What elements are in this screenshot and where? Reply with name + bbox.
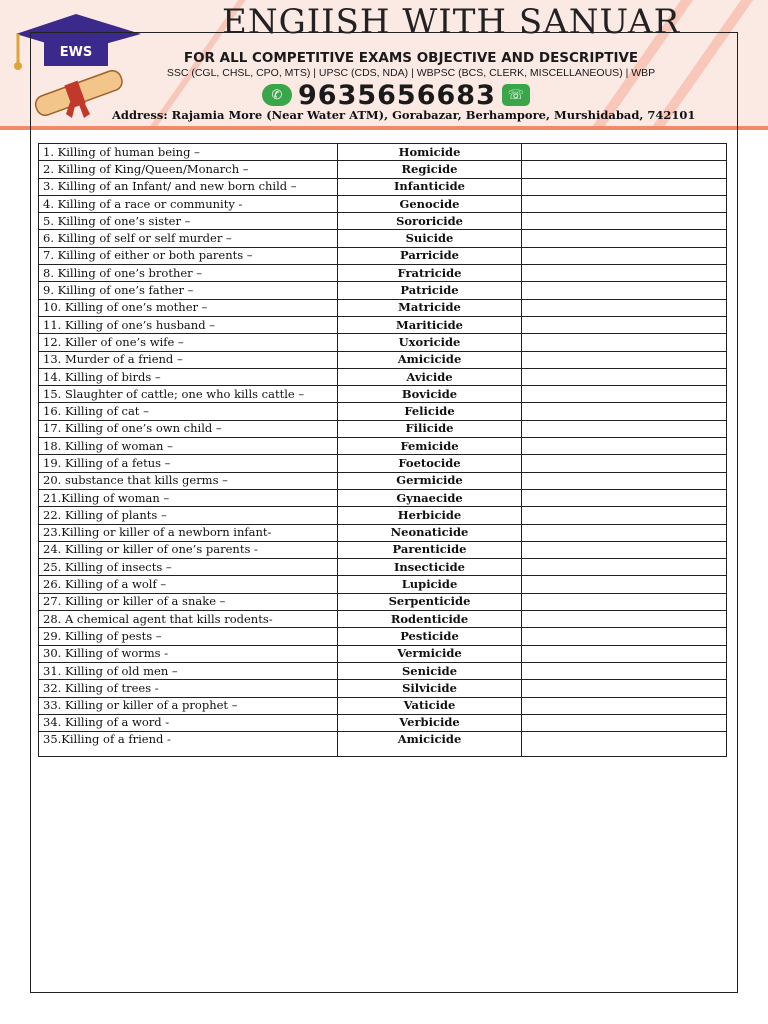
table-row xyxy=(39,265,727,282)
word-cell: Homicide xyxy=(338,144,522,161)
empty-cell xyxy=(522,541,727,558)
definition-cell: 24. Killing or killer of one’s parents - xyxy=(39,541,338,558)
table-row xyxy=(39,576,727,593)
word-cell: Filicide xyxy=(338,420,522,437)
empty-cell xyxy=(522,593,727,610)
table-row xyxy=(39,611,727,628)
empty-cell xyxy=(522,195,727,212)
empty-cell xyxy=(522,662,727,679)
word-cell: Mariticide xyxy=(338,316,522,333)
empty-cell xyxy=(522,559,727,576)
word-cell: Pesticide xyxy=(338,628,522,645)
table-row xyxy=(39,438,727,455)
definition-cell: 4. Killing of a race or community - xyxy=(39,195,338,212)
definition-cell: 10. Killing of one’s mother – xyxy=(39,299,338,316)
word-cell: Matricide xyxy=(338,299,522,316)
word-cell: Suicide xyxy=(338,230,522,247)
table-row xyxy=(39,628,727,645)
word-cell: Serpenticide xyxy=(338,593,522,610)
definition-cell: 6. Killing of self or self murder – xyxy=(39,230,338,247)
empty-cell xyxy=(522,611,727,628)
empty-cell xyxy=(522,645,727,662)
definition-cell: 33. Killing or killer of a prophet – xyxy=(39,697,338,714)
table-row xyxy=(39,230,727,247)
word-cell: Senicide xyxy=(338,662,522,679)
address: Address: Rajamia More (Near Water ATM), Gorabazar, Berhampore, Murshidabad, 742101 xyxy=(112,108,696,122)
phone-icon: ✆ xyxy=(262,84,292,106)
definition-cell: 23.Killing or killer of a newborn infant- xyxy=(39,524,338,541)
word-cell: Felicide xyxy=(338,403,522,420)
empty-cell xyxy=(522,524,727,541)
table-row xyxy=(39,680,727,697)
definition-cell: 18. Killing of woman – xyxy=(39,438,338,455)
empty-cell xyxy=(522,714,727,731)
definition-cell: 20. substance that kills germs – xyxy=(39,472,338,489)
word-cell: Herbicide xyxy=(338,507,522,524)
definition-cell: 11. Killing of one’s husband – xyxy=(39,316,338,333)
table-row xyxy=(39,541,727,558)
definition-cell: 22. Killing of plants – xyxy=(39,507,338,524)
definition-cell: 19. Killing of a fetus – xyxy=(39,455,338,472)
definition-cell: 16. Killing of cat – xyxy=(39,403,338,420)
empty-cell xyxy=(522,213,727,230)
word-cell: Avicide xyxy=(338,368,522,385)
definition-cell: 34. Killing of a word - xyxy=(39,714,338,731)
table-row xyxy=(39,213,727,230)
table-row xyxy=(39,714,727,731)
empty-cell xyxy=(522,368,727,385)
word-cell: Rodenticide xyxy=(338,611,522,628)
empty-cell xyxy=(522,144,727,161)
definition-cell: 7. Killing of either or both parents – xyxy=(39,247,338,264)
word-cell: Regicide xyxy=(338,161,522,178)
table-row xyxy=(39,195,727,212)
empty-cell xyxy=(522,420,727,437)
definition-cell: 12. Killer of one’s wife – xyxy=(39,334,338,351)
table-row xyxy=(39,178,727,195)
definition-cell: 2. Killing of King/Queen/Monarch – xyxy=(39,161,338,178)
empty-cell xyxy=(522,161,727,178)
empty-cell xyxy=(522,680,727,697)
word-cell: Genocide xyxy=(338,195,522,212)
table-row xyxy=(39,697,727,714)
empty-cell xyxy=(522,576,727,593)
table-row xyxy=(39,472,727,489)
empty-cell xyxy=(522,230,727,247)
definition-cell: 1. Killing of human being – xyxy=(39,144,338,161)
table-row xyxy=(39,559,727,576)
definition-cell: 25. Killing of insects – xyxy=(39,559,338,576)
table-row xyxy=(39,662,727,679)
word-cell: Patricide xyxy=(338,282,522,299)
exam-list: SSC (CGL, CHSL, CPO, MTS) | UPSC (CDS, NDA) | WBPSC (BCS, CLERK, MISCELLANEOUS) | WBP xyxy=(166,67,656,79)
table-row xyxy=(39,403,727,420)
table-row xyxy=(39,645,727,662)
brand-subtitle: FOR ALL COMPETITIVE EXAMS OBJECTIVE AND DESCRIPTIVE xyxy=(183,50,639,66)
empty-cell xyxy=(522,265,727,282)
empty-cell xyxy=(522,351,727,368)
empty-cell xyxy=(522,247,727,264)
table-row xyxy=(39,247,727,264)
brand-title: ENGIISH WITH SANUAR xyxy=(222,2,681,42)
word-cell: Bovicide xyxy=(338,386,522,403)
table-row xyxy=(39,282,727,299)
definition-cell: 32. Killing of trees - xyxy=(39,680,338,697)
empty-cell xyxy=(522,628,727,645)
word-cell: Sororicide xyxy=(338,213,522,230)
logo-text: EWS xyxy=(59,45,93,60)
empty-cell xyxy=(522,334,727,351)
empty-cell xyxy=(522,697,727,714)
table-row xyxy=(39,593,727,610)
empty-cell xyxy=(522,282,727,299)
empty-cell xyxy=(522,299,727,316)
table-row xyxy=(39,455,727,472)
definition-cell: 5. Killing of one’s sister – xyxy=(39,213,338,230)
table-row xyxy=(39,299,727,316)
definition-cell: 35.Killing of a friend - xyxy=(39,732,338,757)
word-cell: Uxoricide xyxy=(338,334,522,351)
empty-cell xyxy=(522,316,727,333)
word-cell: Verbicide xyxy=(338,714,522,731)
table-row xyxy=(39,489,727,506)
table-row xyxy=(39,368,727,385)
word-cell: Fratricide xyxy=(338,265,522,282)
table-row xyxy=(39,420,727,437)
table-row xyxy=(39,351,727,368)
empty-cell xyxy=(522,507,727,524)
definition-cell: 17. Killing of one’s own child – xyxy=(39,420,338,437)
word-cell: Neonaticide xyxy=(338,524,522,541)
definition-cell: 29. Killing of pests – xyxy=(39,628,338,645)
word-cell: Parricide xyxy=(338,247,522,264)
phone-number[interactable]: 9635656683 xyxy=(298,79,496,111)
empty-cell xyxy=(522,472,727,489)
word-cell: Lupicide xyxy=(338,576,522,593)
definition-cell: 3. Killing of an Infant/ and new born child – xyxy=(39,178,338,195)
table-row xyxy=(39,161,727,178)
vocabulary-table xyxy=(38,143,727,757)
definition-cell: 9. Killing of one’s father – xyxy=(39,282,338,299)
definition-cell: 31. Killing of old men – xyxy=(39,662,338,679)
table-row xyxy=(39,524,727,541)
word-cell: Amicicide xyxy=(338,732,522,757)
definition-cell: 14. Killing of birds – xyxy=(39,368,338,385)
empty-cell xyxy=(522,178,727,195)
empty-cell xyxy=(522,386,727,403)
whatsapp-icon: ☏ xyxy=(502,84,530,106)
empty-cell xyxy=(522,438,727,455)
word-cell: Foetocide xyxy=(338,455,522,472)
word-cell: Vermicide xyxy=(338,645,522,662)
table-row xyxy=(39,732,727,757)
definition-cell: 8. Killing of one’s brother – xyxy=(39,265,338,282)
word-cell: Gynaecide xyxy=(338,489,522,506)
definition-cell: 30. Killing of worms - xyxy=(39,645,338,662)
word-cell: Femicide xyxy=(338,438,522,455)
table-row xyxy=(39,144,727,161)
empty-cell xyxy=(522,403,727,420)
word-cell: Insecticide xyxy=(338,559,522,576)
definition-cell: 27. Killing or killer of a snake – xyxy=(39,593,338,610)
definition-cell: 13. Murder of a friend – xyxy=(39,351,338,368)
definition-cell: 21.Killing of woman – xyxy=(39,489,338,506)
table-row xyxy=(39,316,727,333)
word-cell: Germicide xyxy=(338,472,522,489)
word-cell: Parenticide xyxy=(338,541,522,558)
empty-cell xyxy=(522,732,727,757)
empty-cell xyxy=(522,489,727,506)
table-row xyxy=(39,334,727,351)
definition-cell: 26. Killing of a wolf – xyxy=(39,576,338,593)
definition-cell: 28. A chemical agent that kills rodents- xyxy=(39,611,338,628)
table-row xyxy=(39,507,727,524)
word-cell: Silvicide xyxy=(338,680,522,697)
word-cell: Infanticide xyxy=(338,178,522,195)
empty-cell xyxy=(522,455,727,472)
definition-cell: 15. Slaughter of cattle; one who kills cattle – xyxy=(39,386,338,403)
table-row xyxy=(39,386,727,403)
word-cell: Amicicide xyxy=(338,351,522,368)
word-cell: Vaticide xyxy=(338,697,522,714)
